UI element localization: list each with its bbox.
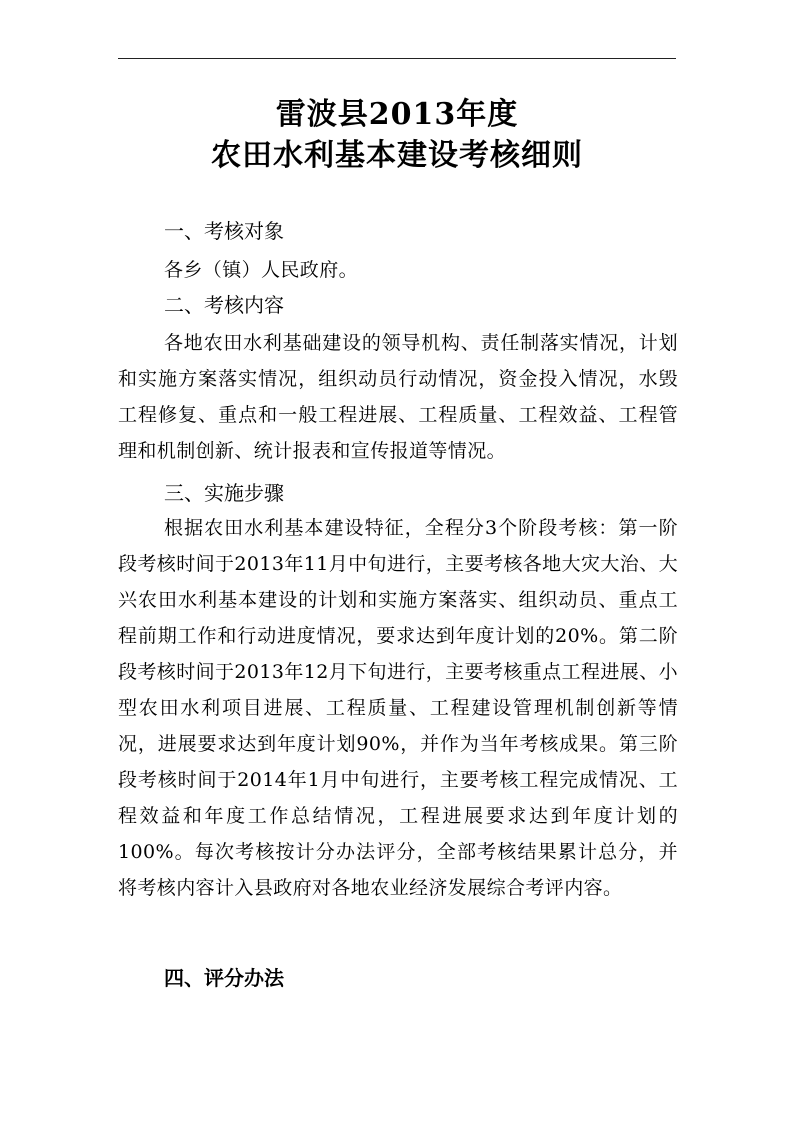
section-heading-1: 一、考核对象 bbox=[164, 219, 284, 243]
section-body-2: 各地农田水利基础建设的领导机构、责任制落实情况，计划和实施方案落实情况，组织动员行动情况，资金投入情况，水毁工程修复、重点和一般工程进展、工程质量、工程效益、工程管理和机制创新、统计报表和宣传报道等情况。 bbox=[118, 332, 678, 462]
section-heading-3: 三、实施步骤 bbox=[164, 481, 284, 505]
section-heading-4: 四、评分办法 bbox=[164, 966, 284, 990]
header-rule bbox=[118, 58, 676, 59]
document-title-line1: 雷波县2013年度 bbox=[275, 97, 519, 132]
section-body-1: 各乡（镇）人民政府。 bbox=[164, 259, 359, 281]
section-body-3: 根据农田水利基本建设特征，全程分3个阶段考核：第一阶段考核时间于2013年11月中旬进行，主要考核各地大灾大治、大兴农田水利基本建设的计划和实施方案落实、组织动员、重点工程前期工作和行动进度情况，要求达到年度计划的20%。第二阶段考核时间于2013年12月下旬进行，主要考核重点工程进展、小型农田水利项目进展、工程质量、工程建设管理机制创新等情况，进展要求达到年度计划90%，并作为当年考核成果。第三阶段考核时间于2014年1月中旬进行，主要考核工程完成情况、工程效益和年度工作总结情况，工程进展要求达到年度计划的100%。每次考核按计分办法评分，全部考核结果累计总分，并将考核内容计入县政府对各地农业经济发展综合考评内容。 bbox=[118, 517, 678, 899]
document-title-line2: 农田水利基本建设考核细则 bbox=[211, 138, 583, 173]
section-heading-2: 二、考核内容 bbox=[164, 293, 284, 317]
